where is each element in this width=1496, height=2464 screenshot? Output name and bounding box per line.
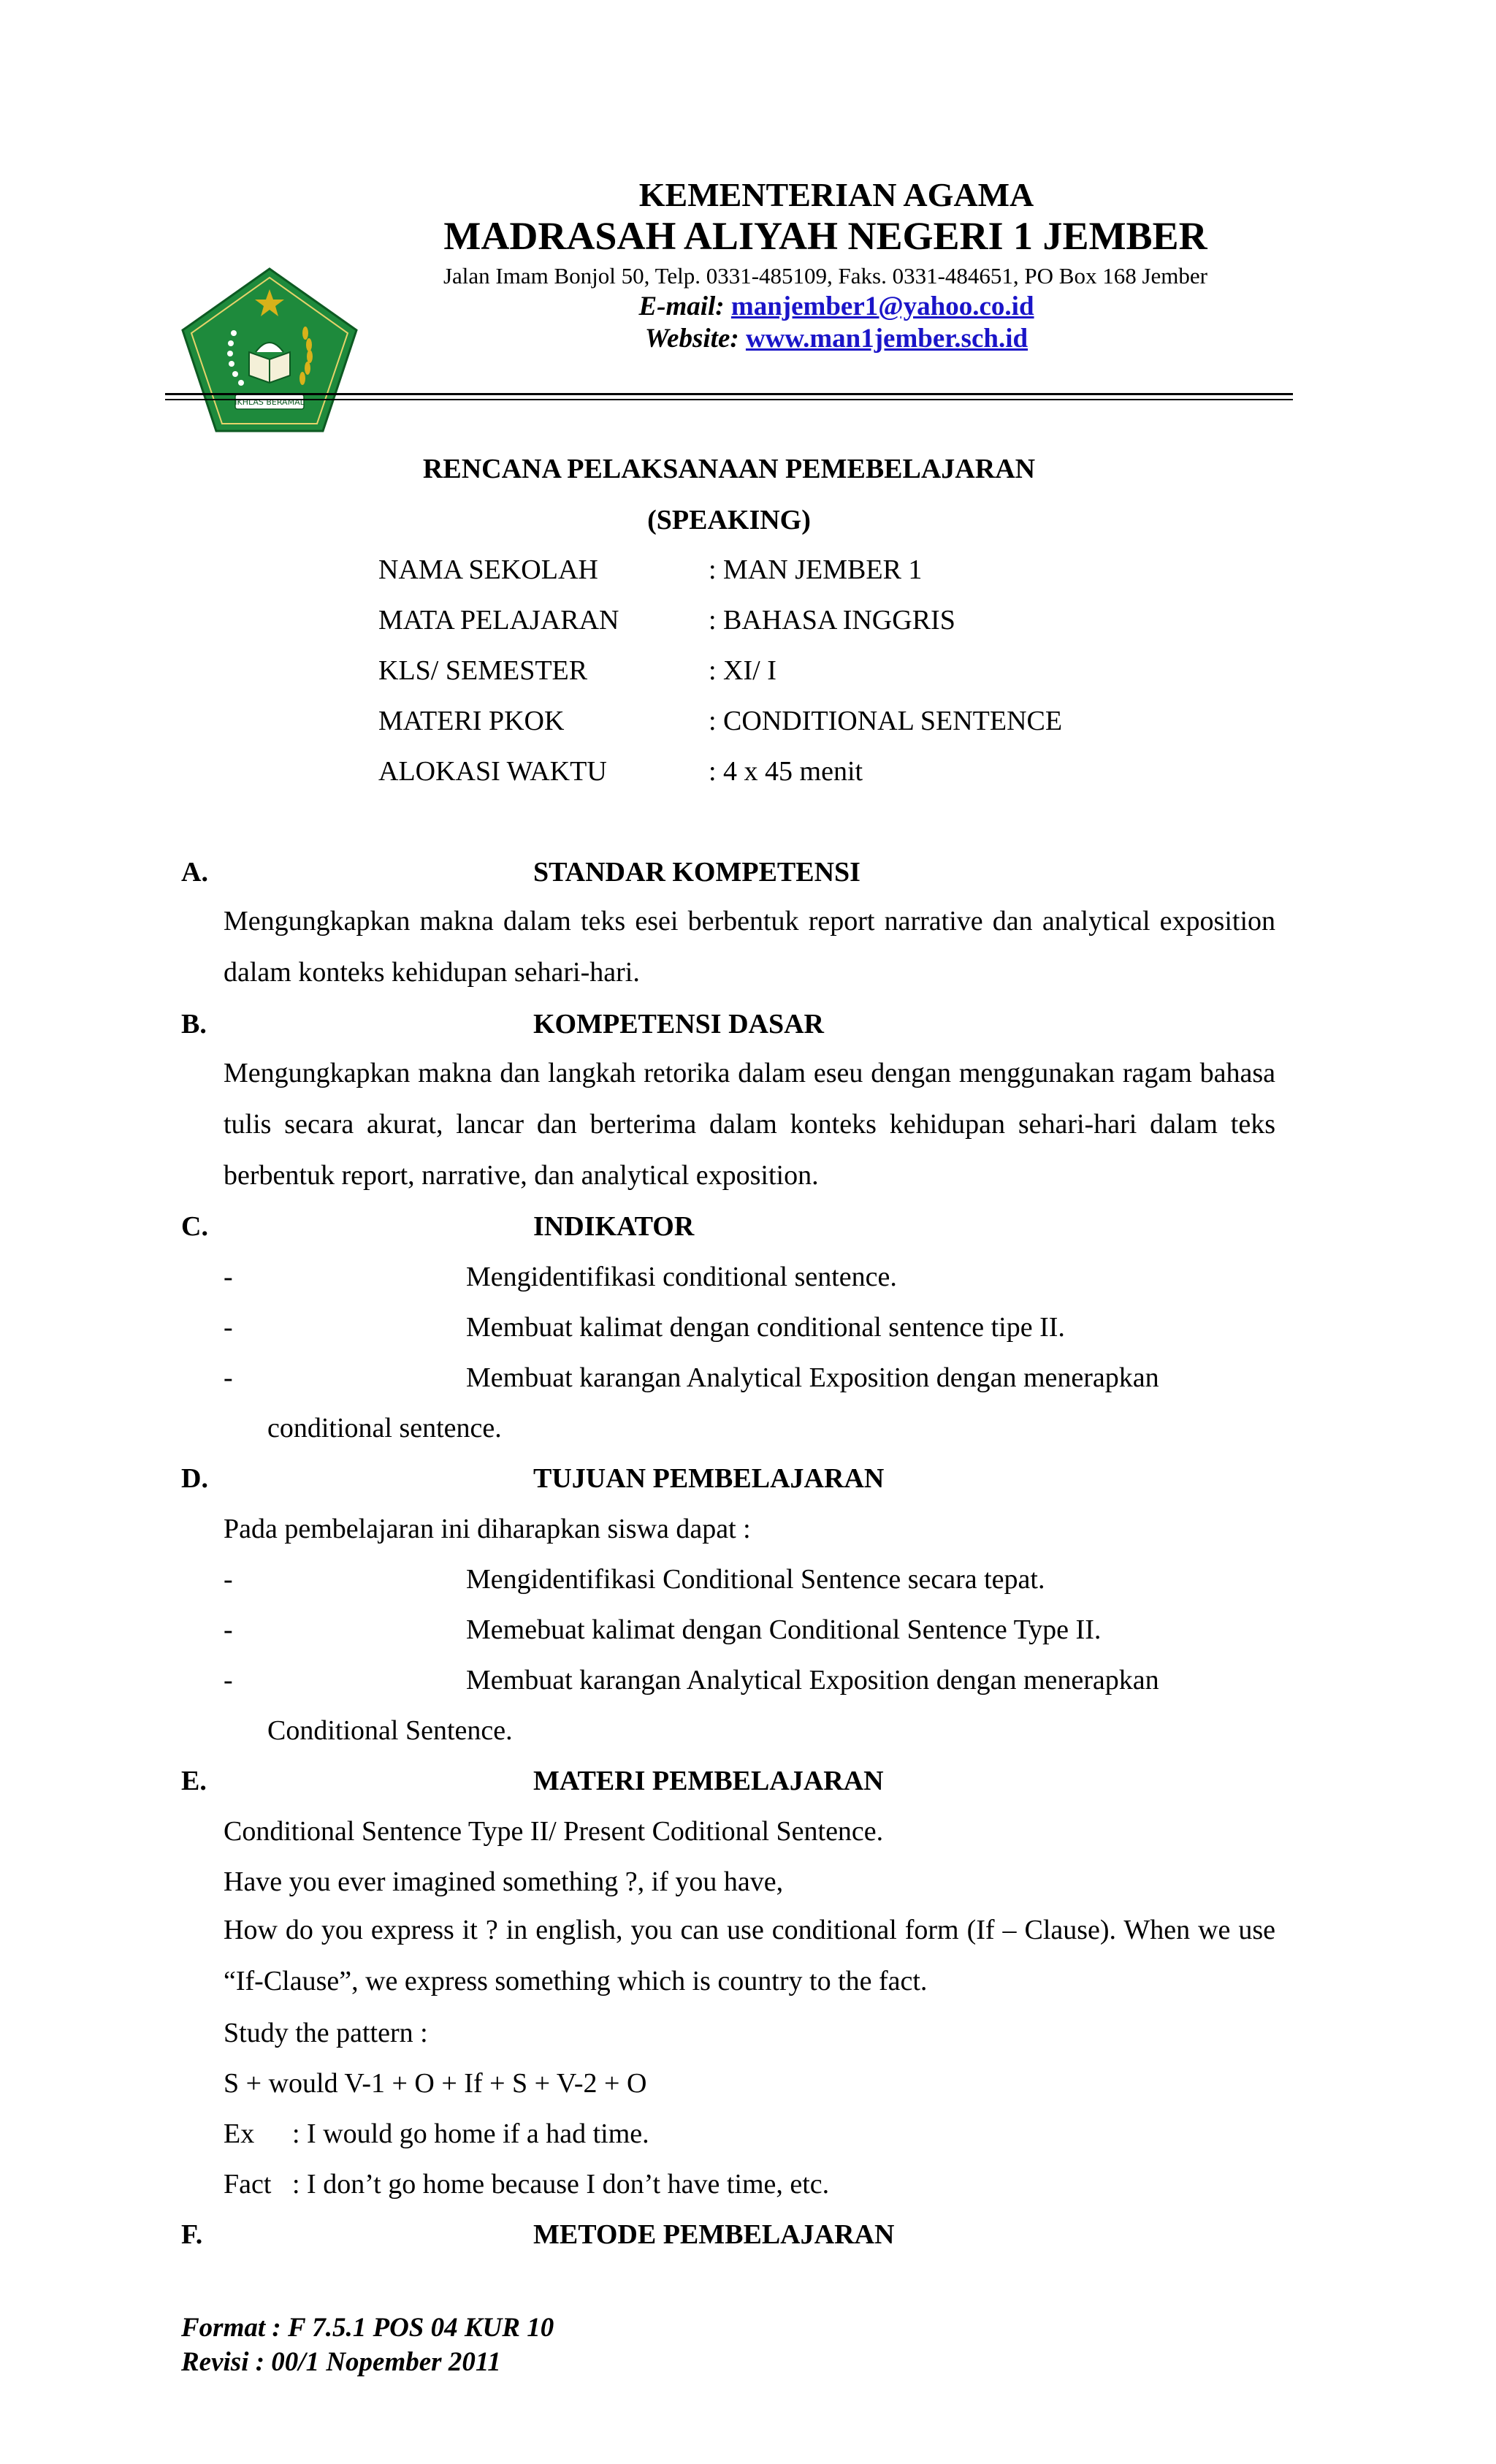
section-c-title: INDIKATOR [533,1211,695,1242]
school-name: MADRASAH ALIYAH NEGERI 1 JEMBER [443,214,1207,258]
school-address: Jalan Imam Bonjol 50, Telp. 0331-485109, Faks. 0331-484651, PO Box 168 Jember [443,263,1208,289]
materi-line: Conditional Sentence Type II/ Present Coditional Sentence. [224,1816,884,1847]
identity-label: ALOKASI WAKTU [378,756,607,787]
section-a-text: Mengungkapkan makna dalam teks esei berbentuk report narrative dan analytical exposition dalam konteks kehidupan sehari-hari. [224,906,1275,988]
website-link[interactable]: www.man1jember.sch.id [745,324,1028,354]
section-c-letter: C. [181,1211,208,1242]
section-f-title: METODE PEMBELAJARAN [533,2219,895,2250]
document-subtitle: (SPEAKING) [647,505,811,535]
identity-label: NAMA SEKOLAH [378,554,598,585]
website-colon: : [730,324,739,354]
email-label: E-mail: [638,291,725,321]
section-a-letter: A. [181,857,208,888]
identity-label: KLS/ SEMESTER [378,655,588,686]
email-link[interactable]: manjember1@yahoo.co.id [730,291,1034,321]
bullet-dash: - [224,1262,233,1292]
indicator-continuation: conditional sentence. [267,1413,502,1443]
document-title: RENCANA PELAKSANAAN PEMEBELAJARAN [422,454,1036,484]
website-label: Website [644,324,730,354]
bullet-dash: - [224,1312,233,1343]
identity-value: : XI/ I [709,655,776,686]
objective-continuation: Conditional Sentence. [267,1715,513,1746]
identity-value: : CONDITIONAL SENTENCE [709,706,1063,736]
fact-label: Fact [224,2169,272,2200]
indicator-item: Membuat karangan Analytical Exposition dengan menerapkan [466,1362,1159,1393]
section-d-title: TUJUAN PEMBELAJARAN [533,1463,885,1494]
pattern-formula: S + would V-1 + O + If + S + V-2 + O [224,2068,647,2099]
objective-item: Memebuat kalimat dengan Conditional Sentence Type II. [466,1614,1102,1645]
section-b-text: Mengungkapkan makna dan langkah retorika dalam eseu dengan menggunakan ragam bahasa tulis secara akurat, lancar dan berterima dalam konteks kehidupan sehari-hari dalam teks berbentuk report, narrative, dan analytical exposition. [224,1058,1275,1191]
identity-label: MATERI PKOK [378,706,565,736]
bullet-dash: - [224,1362,233,1393]
section-e-title: MATERI PEMBELAJARAN [533,1766,884,1796]
section-d-intro: Pada pembelajaran ini diharapkan siswa dapat : [224,1514,751,1544]
objective-item: Mengidentifikasi Conditional Sentence secara tepat. [466,1564,1045,1595]
identity-value: : MAN JEMBER 1 [709,554,923,585]
identity-label: MATA PELAJARAN [378,605,619,636]
logo-motto: IKHLAS BERAMAL [234,397,305,407]
ministry-logo-icon [180,266,359,434]
objective-item: Membuat karangan Analytical Exposition dengan menerapkan [466,1665,1159,1696]
bullet-dash: - [224,1665,233,1696]
indicator-item: Membuat kalimat dengan conditional sentence tipe II. [466,1312,1065,1343]
indicator-item: Mengidentifikasi conditional sentence. [466,1262,897,1292]
footer-format: Format : F 7.5.1 POS 04 KUR 10 [181,2313,554,2343]
section-b-title: KOMPETENSI DASAR [533,1009,824,1040]
example-text: : I would go home if a had time. [292,2118,649,2149]
section-d-letter: D. [181,1463,208,1494]
materi-paragraph: How do you express it ? in english, you can use conditional form (If – Clause). When we use “If-Clause”, we express something which is country to the fact. [224,1915,1275,1996]
section-f-letter: F. [181,2219,203,2250]
footer-revision: Revisi : 00/1 Nopember 2011 [181,2347,501,2377]
section-b-letter: B. [181,1009,207,1040]
header-rule-top [165,393,1293,395]
bullet-dash: - [224,1614,233,1645]
materi-line: Have you ever imagined something ?, if you have, [224,1866,784,1897]
header-rule-bottom [165,399,1293,400]
identity-value: : BAHASA INGGRIS [709,605,955,636]
materi-line: Study the pattern : [224,2018,428,2048]
fact-text: : I don’t go home because I don’t have time, etc. [292,2169,830,2200]
section-e-letter: E. [181,1766,207,1796]
identity-value: : 4 x 45 menit [709,756,863,787]
section-a-title: STANDAR KOMPETENSI [533,857,860,888]
bullet-dash: - [224,1564,233,1595]
org-name: KEMENTERIAN AGAMA [638,176,1034,213]
example-label: Ex [224,2118,255,2149]
